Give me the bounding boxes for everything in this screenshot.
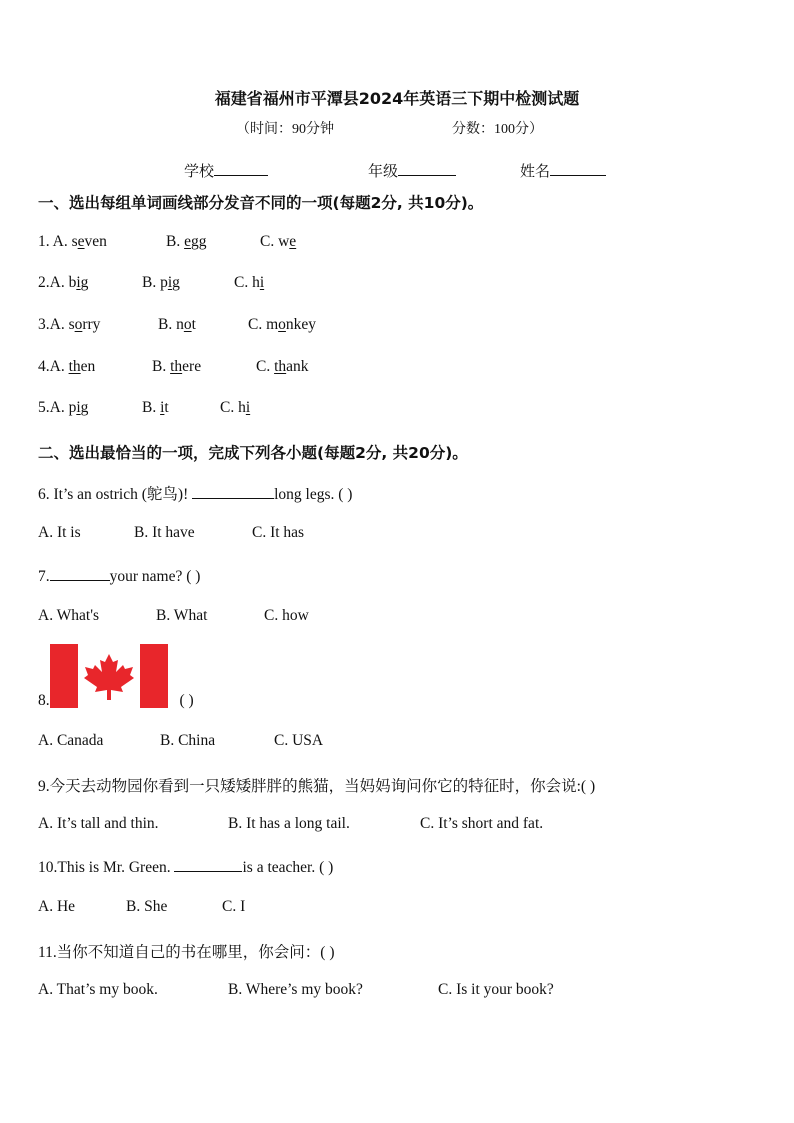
- option-b[interactable]: B. She: [126, 898, 168, 915]
- question-number: 5.: [38, 399, 50, 416]
- option-c[interactable]: C. thank: [256, 358, 309, 375]
- question-6: 6. It’s an ostrich (鸵鸟)! long legs. ( ): [38, 486, 353, 503]
- question-11: 11.当你不知道自己的书在哪里，你会问：( ): [38, 944, 335, 961]
- question-4: [38, 358, 309, 376]
- name-label: 姓名: [520, 164, 551, 180]
- exam-score: 分数：100分）: [452, 122, 543, 137]
- option-b[interactable]: B. there: [152, 358, 202, 375]
- option-c[interactable]: C. Is it your book?: [438, 981, 554, 998]
- school-field: [184, 160, 268, 181]
- school-label: 学校: [184, 164, 215, 180]
- option-b[interactable]: B. It has a long tail.: [228, 815, 350, 832]
- question-2: [38, 274, 265, 292]
- answer-blank[interactable]: [192, 484, 274, 499]
- option-a[interactable]: A. seven: [52, 233, 107, 250]
- school-blank[interactable]: [214, 161, 268, 176]
- grade-label: 年级: [368, 164, 399, 180]
- option-a[interactable]: A. What's: [38, 607, 100, 624]
- option-c[interactable]: C. how: [264, 607, 309, 624]
- name-field: [520, 160, 606, 181]
- option-b[interactable]: B. China: [160, 732, 216, 749]
- question-number: 4.: [38, 358, 50, 375]
- option-c[interactable]: C. hi: [234, 274, 265, 291]
- option-a[interactable]: A. That’s my book.: [38, 981, 158, 998]
- question-10: 10.This is Mr. Green. is a teacher. ( ): [38, 859, 334, 876]
- option-a[interactable]: A. then: [49, 358, 96, 375]
- option-a[interactable]: A. It is: [38, 524, 81, 541]
- section1-heading: 一、选出每组单词画线部分发音不同的一项(每题2分, 共10分)。: [38, 194, 484, 212]
- option-b[interactable]: B. pig: [142, 274, 180, 291]
- question-7-options: [38, 607, 309, 625]
- question-10-options: [38, 898, 246, 916]
- question-11-options: [38, 981, 554, 999]
- option-c[interactable]: C. It has: [252, 524, 305, 541]
- option-c[interactable]: C. monkey: [248, 316, 317, 333]
- question-8-options: [38, 732, 324, 750]
- option-a[interactable]: A. He: [38, 898, 76, 915]
- question-number: 2.: [38, 274, 50, 291]
- question-8: 8. ( ): [38, 692, 194, 709]
- option-a[interactable]: A. Canada: [38, 732, 104, 749]
- option-b[interactable]: B. What: [156, 607, 208, 624]
- option-c[interactable]: C. we: [260, 233, 297, 250]
- section2-heading: 二、选出最恰当的一项，完成下列各小题(每题2分, 共20分)。: [38, 444, 468, 462]
- question-7: 7. your name? ( ): [38, 568, 201, 585]
- question-9-options: [38, 815, 544, 833]
- question-5: [38, 399, 251, 417]
- option-a[interactable]: A. pig: [49, 399, 89, 416]
- option-c[interactable]: C. It’s short and fat.: [420, 815, 544, 832]
- option-a[interactable]: A. big: [49, 274, 89, 291]
- option-b[interactable]: B. Where’s my book?: [228, 981, 363, 998]
- grade-field: [368, 160, 456, 181]
- option-b[interactable]: B. It have: [134, 524, 195, 541]
- answer-blank[interactable]: [174, 857, 242, 872]
- grade-blank[interactable]: [398, 161, 456, 176]
- question-number: 3.: [38, 316, 50, 333]
- question-1: [38, 233, 297, 251]
- question-6-options: [38, 524, 305, 542]
- question-3: [38, 316, 317, 334]
- option-a[interactable]: A. sorry: [49, 316, 101, 333]
- option-b[interactable]: B. not: [158, 316, 196, 333]
- option-c[interactable]: C. I: [222, 898, 246, 915]
- name-blank[interactable]: [550, 161, 606, 176]
- question-number: 1.: [38, 233, 53, 250]
- exam-time: （时间：90分钟: [236, 122, 334, 137]
- question-9: 9.今天去动物园你看到一只矮矮胖胖的熊猫，当妈妈询问你它的特征时，你会说:( ): [38, 778, 596, 795]
- option-c[interactable]: C. USA: [274, 732, 324, 749]
- option-b[interactable]: B. it: [142, 399, 169, 416]
- option-c[interactable]: C. hi: [220, 399, 251, 416]
- answer-blank[interactable]: [50, 566, 110, 581]
- option-a[interactable]: A. It’s tall and thin.: [38, 815, 159, 832]
- option-b[interactable]: B. egg: [166, 233, 207, 250]
- page-title: 福建省福州市平潭县2024年英语三下期中检测试题: [214, 89, 580, 108]
